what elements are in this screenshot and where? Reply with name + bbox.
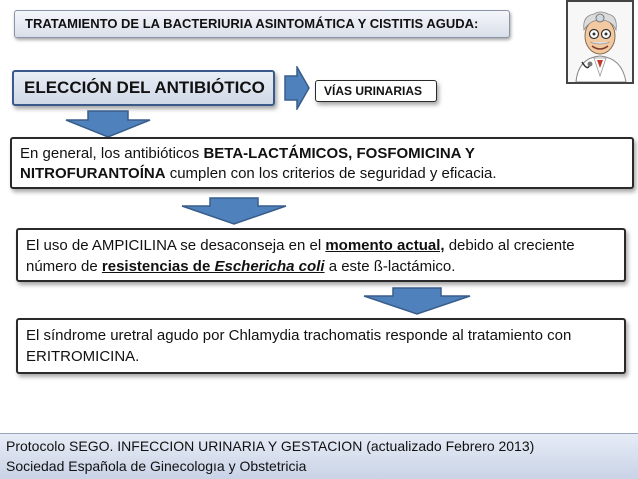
p2-resistencias: resistencias de <box>101 258 215 275</box>
slide-title: TRATAMIENTO DE LA BACTERIURIA ASINTOMÁTICA Y CISTITIS AGUDA: <box>14 10 510 38</box>
p2-text-2: debido al creciente número de <box>26 237 575 275</box>
right-arrow-icon <box>284 66 310 110</box>
p1-bold: BETA-LACTÁMICOS, FOSFOMICINA Y NITROFURANTOÍNA <box>20 145 475 182</box>
p1-text-end: cumplen con los criterios de seguridad y eficacia. <box>165 165 497 182</box>
down-arrow-icon <box>362 287 472 315</box>
p3-text: El síndrome uretral agudo por Chlamydia trachomatis responde al tratamiento con ERITROMICINA. <box>26 327 572 365</box>
p2-momento-actual: momento actual, <box>325 237 445 254</box>
source-line-1: Protocolo SEGO. INFECCION URINARIA Y GESTACION (actualizado Febrero 2013) <box>6 438 535 454</box>
vias-urinarias-box: VÍAS URINARIAS <box>315 80 437 102</box>
eritromicina-paragraph <box>16 318 626 374</box>
p2-ecoli: Eschericha coli <box>214 258 325 275</box>
p1-text: En general, los antibióticos <box>20 145 204 162</box>
down-arrow-icon <box>180 197 288 225</box>
eleccion-antibiotico-box: ELECCIÓN DEL ANTIBIÓTICO <box>12 70 275 106</box>
ampicilina-paragraph <box>16 228 626 282</box>
source-citation <box>0 433 638 479</box>
doctor-portrait-icon <box>566 0 634 84</box>
source-line-2: Sociedad Española de Ginecologıa y Obstetricia <box>6 458 307 474</box>
p2-text-end: a este ß-lactámico. <box>324 258 456 275</box>
down-arrow-icon <box>64 110 152 138</box>
p2-text: El uso de AMPICILINA se desaconseja en el <box>26 237 326 254</box>
beta-lactamicos-paragraph <box>10 137 634 189</box>
